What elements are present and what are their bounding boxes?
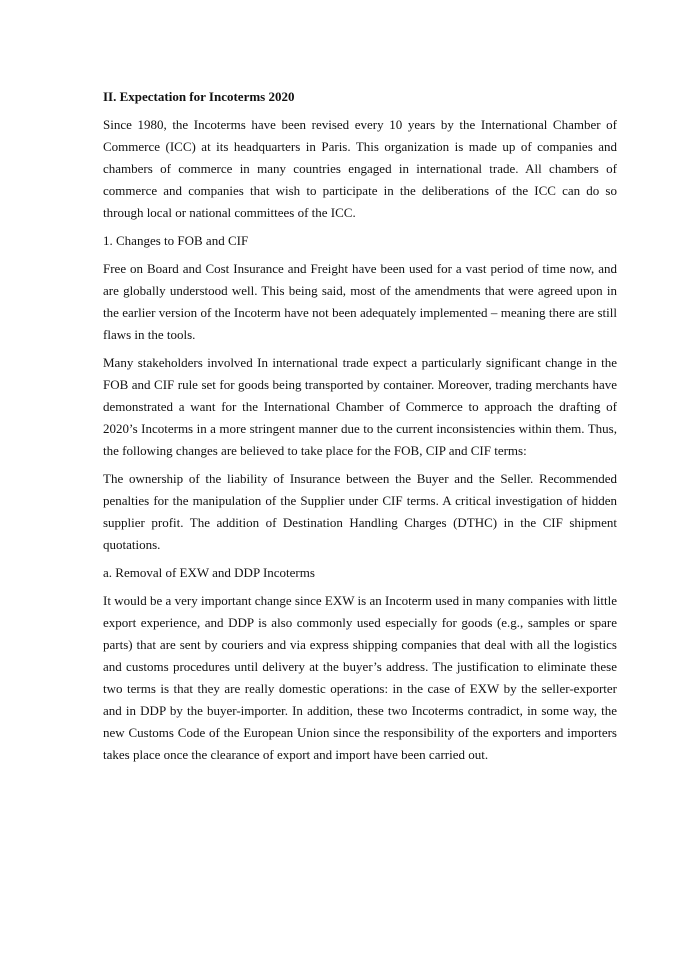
subsection-title-exw-ddp: a. Removal of EXW and DDP Incoterms — [103, 565, 315, 580]
intro-paragraph: Since 1980, the Incoterms have been revised every 10 years by the International Chamber of Commerce (ICC) at its headquarters in Paris. This organization is made up of companies and chambers of commerce in many countries engaged in international trade. All chambers of commerce and companies that wish to participate in the deliberations of the ICC can do so through local or national committees of the ICC. — [103, 117, 617, 220]
paragraph-fob-cif-1: Free on Board and Cost Insurance and Freight have been used for a vast period of time now, and are globally understood well. This being said, most of the amendments that were agreed upon in the earlier version of the Incoterm have not been adequately implemented – meaning there are still flaws in the tools. — [103, 261, 617, 342]
paragraph-fob-cif-3: The ownership of the liability of Insurance between the Buyer and the Seller. Recommended penalties for the manipulation of the Supplier under CIF terms. A critical investigation of hidden supplier profit. The addition of Destination Handling Charges (DTHC) in the CIF shipment quotations. — [103, 471, 617, 552]
document-body — [103, 86, 617, 772]
section-title: II. Expectation for Incoterms 2020 — [103, 89, 295, 104]
paragraph-exw-ddp: It would be a very important change since EXW is an Incoterm used in many companies with little export experience, and DDP is also commonly used especially for goods (e.g., samples or spare parts) that are sent by couriers and via express shipping companies that deal with all the logistics and customs procedures until delivery at the buyer’s address. The justification to eliminate these two terms is that they are really domestic operations: in the case of EXW by the seller-exporter and in DDP by the buyer-importer. In addition, these two Incoterms contradict, in some way, the new Customs Code of the European Union since the responsibility of the exporters and importers takes place once the clearance of export and import have been carried out. — [103, 593, 617, 762]
paragraph-fob-cif-2: Many stakeholders involved In international trade expect a particularly significant change in the FOB and CIF rule set for goods being transported by container. Moreover, trading merchants have demonstrated a want for the International Chamber of Commerce to approach the drafting of 2020’s Incoterms in a more stringent manner due to the current inconsistencies within them. Thus, the following changes are believed to take place for the FOB, CIP and CIF terms: — [103, 355, 617, 458]
subsection-title-fob-cif: 1. Changes to FOB and CIF — [103, 233, 249, 248]
